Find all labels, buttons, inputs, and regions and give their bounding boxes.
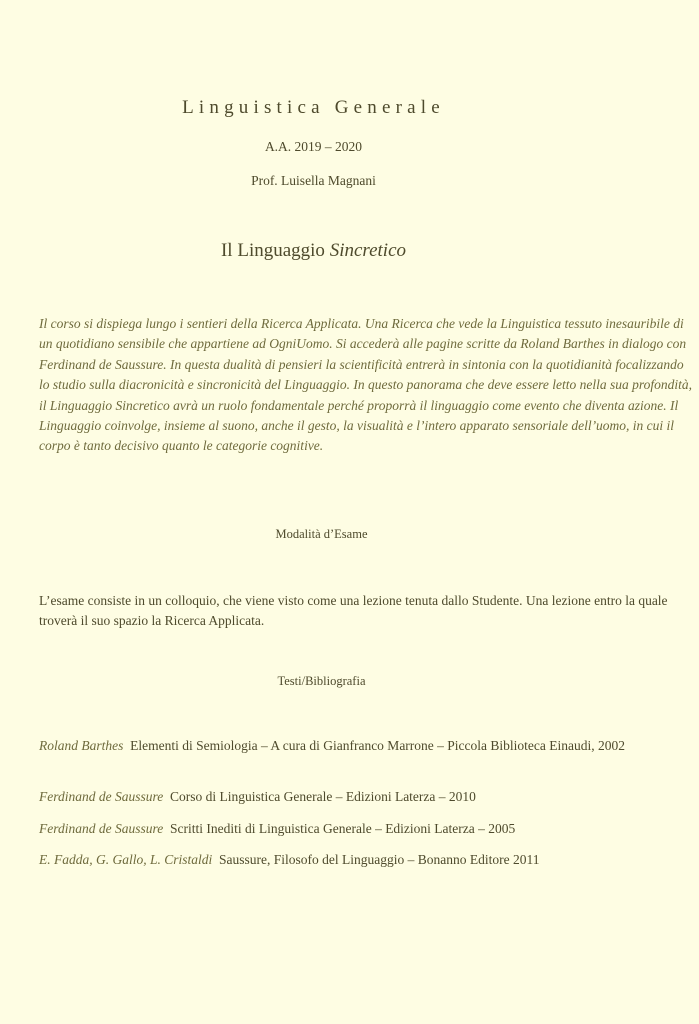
bibliography-title: Elementi di Semiologia – A cura di Gianfranco Marrone – Piccola Biblioteca Einaudi, 2002: [130, 738, 625, 753]
professor-name: Prof. Luisella Magnani: [251, 173, 376, 188]
bibliography-item: [39, 787, 694, 807]
subtitle-italic: Sincretico: [329, 240, 407, 261]
bibliography-title: Saussure, Filosofo del Linguaggio – Bonanno Editore 2011: [219, 852, 540, 867]
course-subtitle: [0, 240, 627, 262]
bibliography-item: [39, 850, 694, 870]
bibliography-item: [39, 736, 694, 756]
bibliography-title: Scritti Inediti di Linguistica Generale – Edizioni Laterza – 2005: [170, 821, 516, 836]
bibliography-title: Corso di Linguistica Generale – Edizioni Laterza – 2010: [170, 789, 476, 804]
bibliography-author: Ferdinand de Saussure: [39, 789, 164, 804]
subtitle-regular: Il Linguaggio: [220, 240, 330, 261]
bibliography-author: E. Fadda, G. Gallo, L. Cristaldi: [39, 852, 213, 867]
bibliography-author: Roland Barthes: [39, 738, 124, 753]
exam-description: L’esame consiste in un colloquio, che viene visto come una lezione tenuta dallo Studente. Una lezione entro la quale troverà il suo spazio la Ricerca Applicata.: [39, 593, 668, 629]
bibliography-item: [39, 819, 694, 839]
course-description: Il corso si dispiega lungo i sentieri della Ricerca Applicata. Una Ricerca che vede la Linguistica tessuto inesauribile di un quotidiano sensibile che appartiene ad OgniUomo. Si accederà alle pagine scritte da Roland Barthes in dialogo con Ferdinand de Saussure. In questa dualità di pensieri la scientificità entrerà in sintonia con la quotidianità focalizzando lo studio sulla diacronicità e sincronicità del Linguaggio. In questo panorama che deve essere letto nella sua profondità, il Linguaggio Sincretico avrà un ruolo fondamentale perché proporrà il linguaggio come evento che diventa azione. Il Linguaggio coinvolge, insieme al suono, anche il gesto, la visualità e l’intero apparato sensoriale dell’uomo, in cui il corpo è tanto decisivo quanto le categorie cognitive.: [39, 316, 693, 454]
course-title: Linguistica Generale: [182, 97, 445, 118]
bibliography-author: Ferdinand de Saussure: [39, 821, 164, 836]
bibliography-heading: Testi/Bibliografia: [277, 674, 366, 688]
academic-year: A.A. 2019 – 2020: [264, 139, 363, 154]
exam-heading: Modalità d’Esame: [275, 527, 368, 541]
